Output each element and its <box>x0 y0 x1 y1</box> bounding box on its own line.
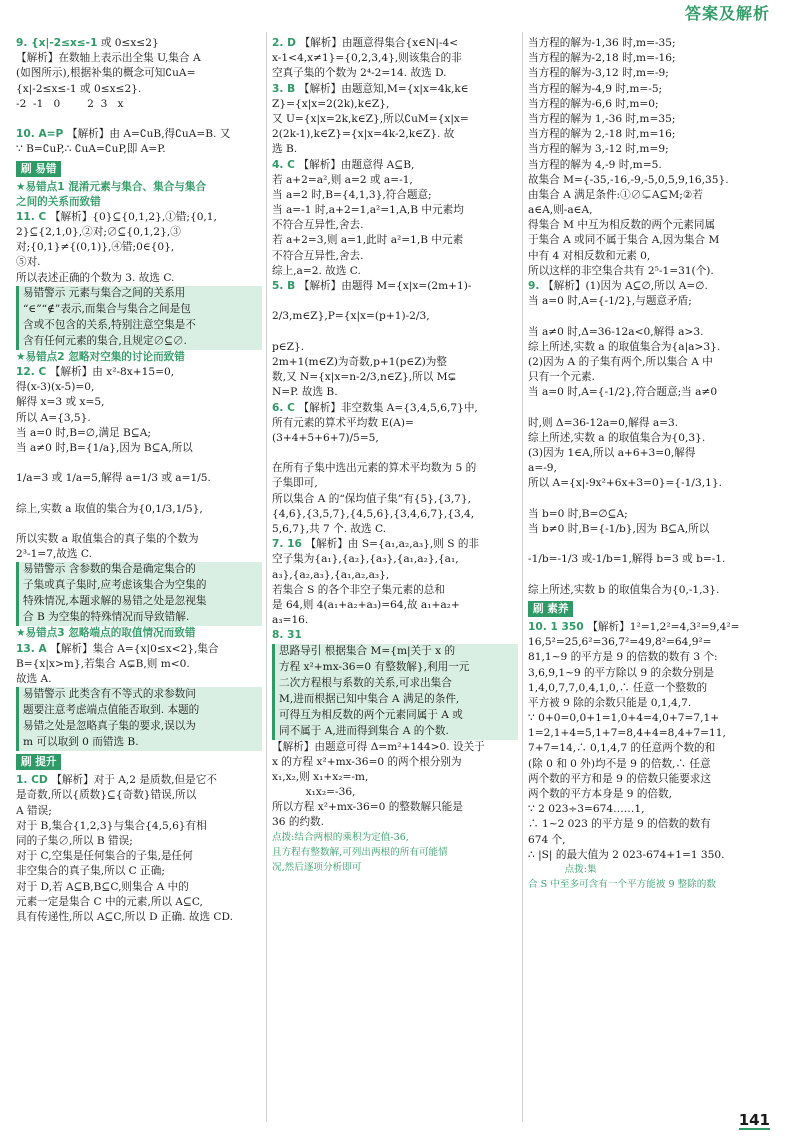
text-line: 空子集为{a₁},{a₂},{a₃},{a₁,a₂},{a₁, <box>272 553 459 566</box>
text-line: 7+7=14,∴ 0,1,4,7 的任意两个数的和 <box>528 742 716 755</box>
question-number: 6. C <box>272 401 299 414</box>
text-line: N=P. 故选 B. <box>272 386 338 399</box>
question-number: 1. CD <box>16 774 52 787</box>
warning-box-line: 二次方程根与系数的关系,可求出集合 <box>272 676 518 692</box>
warning-box-line: 方程 x²+mx-36=0 有整数解},利用一元 <box>272 660 518 676</box>
text-line: 5,6,7},共 7 个. 故选 C. <box>272 523 387 535</box>
answer-line: 10. 1 350 【解析】1²=1,2²=4,3²=9,4²= <box>528 620 740 633</box>
text-line: 当 a≠0 时,Δ=36-12a<0,解得 a>3. <box>528 325 704 338</box>
warning-box-line: “∈”“∉”表示,而集合与集合之间是包 <box>16 302 262 318</box>
text-line: 综上,a=2. 故选 C. <box>272 264 361 277</box>
page-number: 141 <box>738 1110 770 1129</box>
text-line: 两个数的平方和是 9 的倍数只能要求这 <box>528 772 711 785</box>
text-line: 2/3,m∈Z},P={x|x=(p+1)-2/3, <box>272 310 430 323</box>
text-line: 得集合 M 中互为相反数的两个元素同属 <box>528 219 716 232</box>
question-number: 8. 31 <box>272 629 302 642</box>
header-title: 答案及解析 <box>684 4 770 23</box>
text-line: 综上所述,实数 a 的取值集合为{a|a>3}. <box>528 340 721 353</box>
tip-note: 点拨:集 <box>528 863 597 875</box>
text-line: 对;{0,1}≠{(0,1)},④错;0∈{0}, <box>16 241 175 254</box>
text-line: 对于 C,空集是任何集合的子集,是任何 <box>16 850 193 863</box>
text-line: 对于 D,若 A⊆B,B⊆C,则集合 A 中的 <box>16 880 189 893</box>
text-line: 于集合 A 或同不属于集合 A,因为集合 M <box>528 234 720 247</box>
text-line: 所以 A={x|-9x²+6x+3=0}={-1/3,1}. <box>528 477 722 490</box>
text-line: 非空集合的真子集,所以 C 正确; <box>16 865 165 878</box>
text-line: ∴ |S| 的最大值为 2 023-674+1=1 350. <box>528 848 725 861</box>
text-line: 若 a+2=a²,则 a=2 或 a=-1, <box>272 173 413 186</box>
text-line: x₁,x₂,则 x₁+x₂=-m, <box>272 770 369 783</box>
question-number: 12. C <box>16 366 50 378</box>
question-number: 10. A=P <box>16 128 67 141</box>
tip-note: 且方程有整数解,可列出两根的所有可能情 <box>272 846 448 858</box>
text-line: x-1<4,x≠1}={0,2,3,4},则该集合的非 <box>272 52 462 65</box>
text-line: a=-9, <box>528 462 557 475</box>
text-line: 子集即可, <box>272 477 318 490</box>
warning-box-line: m 可以取到 0 而错选 B. <box>16 735 262 751</box>
text-line: 【解析】由题意可得 Δ=m²+144>0. 设关于 <box>272 740 485 753</box>
text-line <box>16 456 262 471</box>
text-line: 解得 x=3 或 x=5, <box>16 396 105 409</box>
tip-note: 合 S 中至多可含有一个平方能被 9 整除的数 <box>528 879 716 891</box>
text-line <box>16 517 262 532</box>
text-line: 当方程的解为-4,9 时,m=-5; <box>528 82 663 95</box>
text-line: 对于 B,集合{1,2,3}与集合{4,5,6}有相 <box>16 819 207 832</box>
tip-note: 况,然后逐项分析即可 <box>272 862 362 873</box>
answer-line: 11. C 【解析】{0}⊆{0,1,2},①错;{0,1, <box>16 210 217 223</box>
text-line: 空真子集的个数为 2⁴-2=14. 故选 D. <box>272 67 447 80</box>
text-line: 当 b≠0 时,B={-1/b},因为 B⊆A,所以 <box>528 523 710 535</box>
text-line: 数,又 N={x|x=n-2/3,n∈Z},所以 M⊊ <box>272 371 457 384</box>
text-line: B={x|x>m},若集合 A⊊B,则 m<0. <box>16 657 190 670</box>
text-line: p∈Z}. <box>272 340 305 353</box>
text-line: 2m+1(m∈Z)为奇数,p+1(p∈Z)为整 <box>272 355 447 368</box>
question-number: 11. C <box>16 210 50 223</box>
text-line: -1/b=-1/3 或-1/b=1,解得 b=3 或 b=-1. <box>528 553 726 566</box>
text-line: 1/a=3 或 1/a=5,解得 a=1/3 或 a=1/5. <box>16 472 211 485</box>
text-line: (除 0 和 0 外)均不是 9 的倍数,∴ 任意 <box>528 757 711 770</box>
column-1 <box>16 36 262 925</box>
section-header: 刷 素养 <box>528 598 790 620</box>
error-point-heading: ★易错点1 混淆元素与集合、集合与集合 <box>16 180 207 193</box>
text-line: 所以方程 x²+mx-36=0 的整数解只能是 <box>272 801 463 814</box>
text-line: ∵ 2 023÷3=674……1, <box>528 803 645 816</box>
text-line: 不符合互异性,舍去. <box>272 249 364 262</box>
text-line <box>528 309 790 324</box>
answer-line: 4. C 【解析】由题意得 A⊆B, <box>272 158 415 171</box>
text-line: 当 a=0 时,B=∅,满足 B⊆A; <box>16 426 151 439</box>
text-line: a₃=16. <box>272 614 309 627</box>
text-line: 当 a=0 时,A={-1/2},与题意矛盾; <box>528 295 692 308</box>
answer-line <box>272 628 518 643</box>
warning-box-line: 特殊情况,本题求解的易错之处是忽视集 <box>16 594 262 610</box>
answer-line: 10. A=P 【解析】由 A=∁uB,得∁uA=B. 又 <box>16 128 231 141</box>
question-number: 9. {x|-2≤x≤-1 <box>16 37 98 49</box>
text-line: 得(x-3)(x-5)=0, <box>16 381 95 394</box>
warning-box-line: 含有任何元素的集合,且规定∅⊆∅. <box>16 334 262 350</box>
text-line: 是 64,则 4(a₁+a₂+a₃)=64,故 a₁+a₂+ <box>272 598 460 611</box>
column-3 <box>528 36 790 893</box>
answer-line: 1. CD 【解析】对于 A,2 是质数,但是它不 <box>16 774 217 787</box>
column-divider <box>266 32 267 1122</box>
text-line <box>272 325 518 340</box>
text-line: 若集合 S 的各个非空子集元素的总和 <box>272 583 445 596</box>
question-number: 13. A <box>16 642 51 655</box>
text-line: 当方程的解为 1,-36 时,m=35; <box>528 112 676 125</box>
section-header: 刷 易错 <box>16 158 262 180</box>
text-line: 是奇数,所以{质数}⊆{奇数}错误,所以 <box>16 789 197 802</box>
text-line: 具有传递性,所以 A⊆C,所以 D 正确. 故选 CD. <box>16 910 233 923</box>
text-line: 当方程的解为-6,6 时,m=0; <box>528 97 659 110</box>
warning-box-line: 子集或真子集时,应考虑该集合为空集的 <box>16 578 262 594</box>
text-line: 2}⊆{2,1,0},②对;∅⊆{0,1,2},③ <box>16 226 181 239</box>
text-line: 36 的约数. <box>272 816 324 829</box>
warning-box-line: 易错之处是忽略真子集的要求,误以为 <box>16 719 262 735</box>
answer-line: 6. C 【解析】非空数集 A={3,4,5,6,7}中, <box>272 401 478 414</box>
text-line: 当方程的解为 4,-9 时,m=5. <box>528 158 662 171</box>
warning-box-line: 合 B 为空集的特殊情况而导致错解. <box>16 610 262 626</box>
text-line: 只有一个元素. <box>528 371 595 384</box>
text-line: 当 a≠0 时,B={1/a},因为 B⊆A,所以 <box>16 441 193 454</box>
text-line: 所以这样的非空集合共有 2⁵-1=31(个). <box>528 264 714 277</box>
text-line: Z}={x|x=2(2k),k∈Z}, <box>272 97 390 110</box>
answer-line: 3. B 【解析】由题意知,M={x|x=4k,k∈ <box>272 82 469 95</box>
text-line: 1=2,1+4=5,1+7=8,4+4=8,4+7=11, <box>528 727 726 740</box>
warning-box-line: 含或不包含的关系,特别注意空集是不 <box>16 318 262 334</box>
text-line: ∴ 1~2 023 的平方是 9 的倍数的数有 <box>528 818 711 831</box>
text-line <box>16 487 262 502</box>
text-line: 故集合 M={-35,-16,-9,-5,0,5,9,16,35}. <box>528 173 729 186</box>
text-line: 时,则 Δ=36-12a=0,解得 a=3. <box>528 416 679 429</box>
text-line: 综上所述,实数 b 的取值集合为{0,-1,3}. <box>528 583 720 596</box>
text-line: 所以 A={3,5}. <box>16 411 91 424</box>
text-line: {4,6},{3,5,7},{4,5,6},{3,4,6,7},{3,4, <box>272 507 475 520</box>
question-number: 10. 1 350 <box>528 620 588 633</box>
question-number: 5. B <box>272 280 299 292</box>
text-line: 当方程的解为 2,-18 时,m=16; <box>528 128 676 141</box>
text-line: 1,4,0,7,7,0,4,1,0,∴ 任意一个整数的 <box>528 681 708 694</box>
text-line: ∵ 0+0=0,0+1=1,0+4=4,0+7=7,1+ <box>528 712 720 725</box>
warning-box-line: 题要注意考虑端点值能否取到. 本题的 <box>16 703 262 719</box>
warning-box-line: M,进而根据已知中集合 A 满足的条件, <box>272 692 518 708</box>
warning-box-line: 思路导引 根据集合 M={m|关于 x 的 <box>272 644 518 660</box>
text-line <box>272 446 518 461</box>
text-line <box>528 568 790 583</box>
text-line: 故选 A. <box>16 673 52 685</box>
text-line <box>16 112 262 127</box>
text-line: 由集合 A 满足条件:①∅⊊A⊆M;②若 <box>528 188 703 201</box>
text-line: 当方程的解为-3,12 时,m=-9; <box>528 67 669 80</box>
text-line: 元素一定是集合 C 中的元素,所以 A⊆C, <box>16 895 203 908</box>
text-line <box>528 401 790 416</box>
text-line: ∵ B=∁uP,∴ ∁uA=∁uP,即 A=P. <box>16 143 166 156</box>
text-line: 674 个, <box>528 833 566 846</box>
answer-line: 9. 【解析】(1)因为 A⊆∅,所以 A=∅. <box>528 280 708 292</box>
text-line: 2(2k-1),k∈Z}={x|x=4k-2,k∈Z}. 故 <box>272 128 455 141</box>
error-point-heading: ★易错点2 忽略对空集的讨论而致错 <box>16 350 185 363</box>
text-line: 2³-1=7,故选 C. <box>16 548 92 561</box>
text-line: 81,1~9 的平方是 9 的倍数的数有 3 个: <box>528 651 718 664</box>
text-line: 16,5²=25,6²=36,7²=49,8²=64,9²= <box>528 636 712 649</box>
question-number: 3. B <box>272 82 299 95</box>
section-header: 刷 提升 <box>16 751 262 773</box>
text-line: 中有 4 对相反数和元素 0, <box>528 249 651 262</box>
text-line <box>272 294 518 309</box>
text-line: 同的子集∅,所以 B 错误; <box>16 834 133 847</box>
answer-line: 2. D 【解析】由题意得集合{x∈N|-4< <box>272 37 459 49</box>
text-line: 平方被 9 除的余数只能是 0,1,4,7. <box>528 696 692 709</box>
text-line: 【解析】在数轴上表示出全集 U,集合 A <box>16 52 201 65</box>
text-line: 当 a=0 时,A={-1/2},符合题意;当 a≠0 <box>528 386 718 399</box>
answer-line: 12. C 【解析】由 x²-8x+15=0, <box>16 366 175 378</box>
text-line: 当方程的解为 3,-12 时,m=9; <box>528 143 669 156</box>
text-line: a∈A,则-a∈A, <box>528 204 593 217</box>
text-line <box>528 537 790 552</box>
text-line <box>528 492 790 507</box>
tip-note: 点拨:结合两根的乘积为定值-36, <box>272 831 409 843</box>
text-line: 所以实数 a 取值集合的真子集的个数为 <box>16 533 199 546</box>
text-line: 两个数的平方本身是 9 的倍数, <box>528 788 672 800</box>
text-line: A 错误; <box>16 804 52 817</box>
error-point-heading: ★易错点3 忽略端点的取值情况而致错 <box>16 627 196 640</box>
text-line: 又 U={x|x=2k,k∈Z},所以∁uM={x|x= <box>272 112 469 125</box>
text-line: 在所有子集中选出元素的算术平均数为 5 的 <box>272 462 477 475</box>
text-line: 所有元素的算术平均数 E(A)= <box>272 416 414 429</box>
answer-line: 5. B 【解析】由题得 M={x|x=(2m+1)- <box>272 280 472 292</box>
warning-box-line: 同不属于 A,进而得到集合 A 的个数. <box>272 724 518 740</box>
warning-box-line: 易错警示 元素与集合之间的关系用 <box>16 286 262 302</box>
text-line: 当 a=2 时,B={4,1,3},符合题意; <box>272 188 432 201</box>
text-line: x 的方程 x²+mx-36=0 的两个根分别为 <box>272 755 462 768</box>
text-line: (3)因为 1∈A,所以 a+6+3=0,解得 <box>528 447 696 460</box>
question-number: 4. C <box>272 158 299 171</box>
text-line: 当方程的解为-2,18 时,m=-16; <box>528 52 676 65</box>
answer-line: 13. A 【解析】集合 A={x|0≤x<2},集合 <box>16 642 219 655</box>
text-line: a₃},{a₂,a₃},{a₁,a₂,a₃}, <box>272 568 390 581</box>
warning-box-line: 易错警示 此类含有不等式的求参数问 <box>16 687 262 703</box>
text-line: 所以表述正确的个数为 3. 故选 C. <box>16 271 175 284</box>
text-line: 综上所述,实数 a 的取值集合为{0,3}. <box>528 431 706 444</box>
text-line: {x|-2≤x≤-1 或 0≤x≤2}. <box>16 82 142 95</box>
column-2 <box>272 36 518 876</box>
warning-box-line: 可得互为相反数的两个元素同属于 A 或 <box>272 708 518 724</box>
text-line: 不符合互异性,舍去. <box>272 219 364 232</box>
text-line: ⑤对. <box>16 256 41 269</box>
text-line: 综上,实数 a 取值的集合为{0,1/3,1/5}, <box>16 502 203 515</box>
text-line: 3,6,9,1~9 的平方除以 9 的余数分别是 <box>528 666 715 679</box>
text-line: 若 a+2=3,则 a=1,此时 a²=1,B 中元素 <box>272 234 464 247</box>
text-line: (2)因为 A 的子集有两个,所以集合 A 中 <box>528 355 713 368</box>
column-divider <box>522 32 523 1122</box>
text-line: 所以集合 A 的“保均值子集”有{5},{3,7}, <box>272 492 472 505</box>
answer-line: 9. {x|-2≤x≤-1 或 0≤x≤2} <box>16 37 159 49</box>
text-line: 当 b=0 时,B=∅⊆A; <box>528 507 628 520</box>
warning-box-line: 易错警示 含参数的集合是确定集合的 <box>16 562 262 578</box>
text-line: 当 a=-1 时,a+2=1,a²=1,A,B 中元素均 <box>272 204 464 217</box>
text-line: x₁x₂=-36, <box>272 786 356 799</box>
text-line: -2 -1 0 2 3 x <box>16 97 124 110</box>
text-line: (3+4+5+6+7)/5=5, <box>272 431 379 444</box>
text-line: (如图所示),根据补集的概念可知∁uA= <box>16 67 196 80</box>
text-line: 当方程的解为-1,36 时,m=-35; <box>528 37 676 49</box>
question-number: 9. <box>528 280 544 292</box>
text-line: 选 B. <box>272 143 298 156</box>
error-point-heading: 之间的关系而致错 <box>16 195 101 208</box>
question-number: 2. D <box>272 37 300 49</box>
question-number: 7. 16 <box>272 538 306 551</box>
answer-line: 7. 16 【解析】由 S={a₁,a₂,a₃},则 S 的非 <box>272 538 480 551</box>
